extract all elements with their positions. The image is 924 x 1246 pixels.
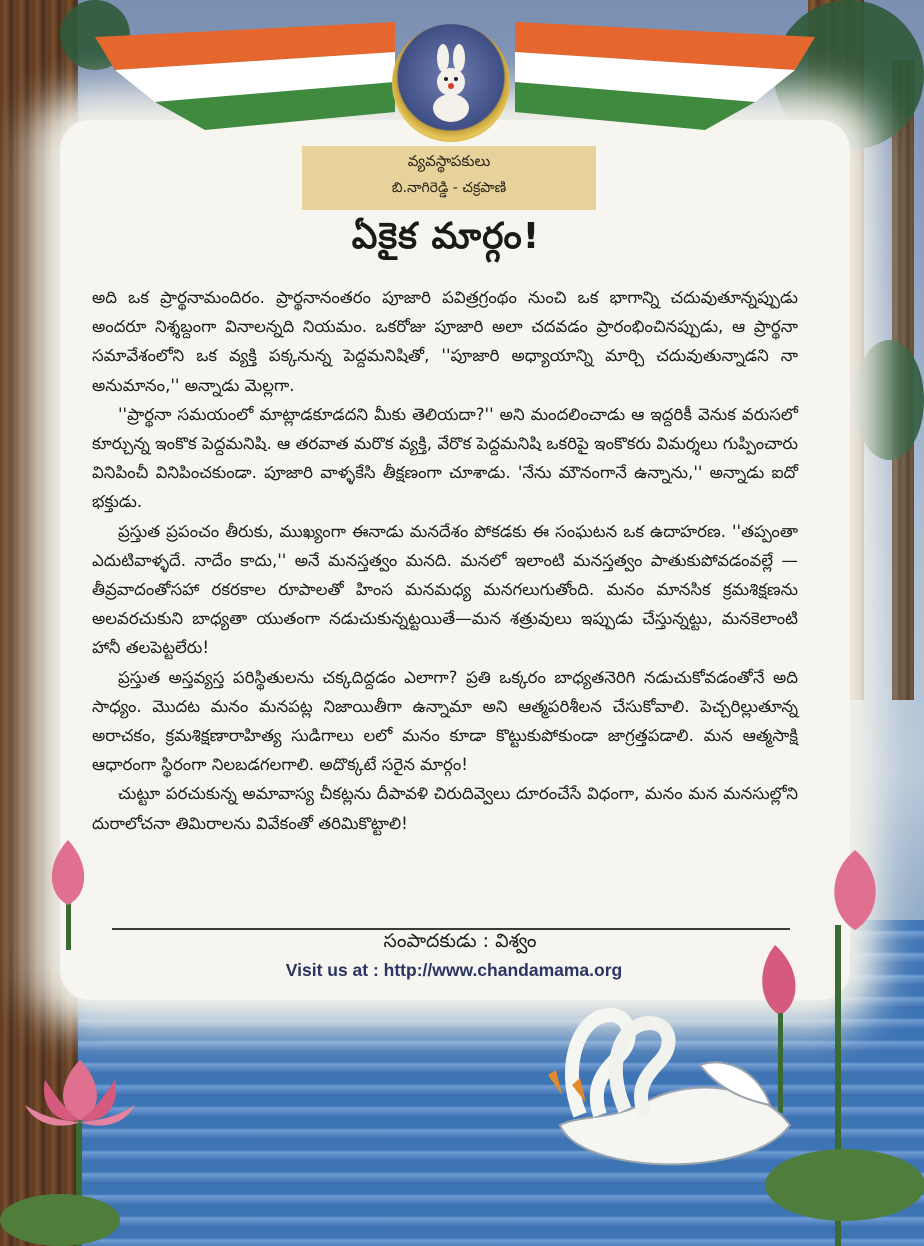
- editor-credit: సంపాదకుడు : విశ్వం: [383, 930, 537, 952]
- website-link[interactable]: Visit us at : http://www.chandamama.org: [285, 960, 623, 980]
- paragraph-2: ''ప్రార్థనా సమయంలో మాట్లాడకూడదని మీకు తెలియదా?'' అని మందలించాడు ఆ ఇద్దరికీ వెనుక వరుసలో కూర్చున్న ఇంకొక పెద్దమనిషి. ఆ తరవాత మరొక వ్యక్తి, వేరొక పెద్దమనిషి ఒకరిపై ఇంకొకరు విమర్శలు గుప్పించారు వినిపించీ వినిపించకుండా. పూజారి వాళ్ళకేసి తీక్షణంగా చూశాడు. 'నేను మౌనంగానే ఉన్నాను,'' అన్నాడు ఐదో భక్తుడు.: [92, 404, 798, 512]
- founders-credit-box: [302, 146, 596, 210]
- paragraph-3: ప్రస్తుత ప్రపంచం తీరుకు, ముఖ్యంగా ఈనాడు మనదేశం పోకడకు ఈ సంఘటన ఒక ఉదాహరణ. ''తప్పంతా ఎదుటివాళ్ళదే. నాదేం కాదు,'' అనే మనస్తత్వం మనది. మనలో ఇలాంటి మనస్తత్వం పాతుకుపోవడంవల్లే —తీవ్రవాదంతోసహా రకరకాల రూపాలతో హింస మనమధ్య మనగలుగుతోంది. మనం మానసిక క్రమశిక్షణను అలవరచుకుని బాధ్యతా యుతంగా నడుచుకున్నట్టయితే—మన శత్రువులు ఇప్పుడు చేస్తున్నట్టు, మనకెలాంటి హానీ తలపెట్టలేరు!: [92, 521, 798, 658]
- article-body: [92, 283, 798, 838]
- founders-title: వ్యవస్థాపకులు: [407, 152, 491, 170]
- article-headline: ఏకైక మార్గం!: [351, 216, 541, 257]
- paragraph-1: అది ఒక ప్రార్థనామందిరం. ప్రార్థనానంతరం పూజారి పవిత్రగ్రంథం నుంచి ఒక భాగాన్ని చదువుతూన్నప్పుడు అందరూ నిశ్శబ్దంగా వినాలన్నది నియమం. ఒకరోజు పూజారి అలా చదవడం ప్రారంభించినప్పుడు, ఆ ప్రార్థనా సమావేశంలోని ఒక వ్యక్తి పక్కనున్న పెద్దమనిషితో, ''పూజారి అధ్యాయాన్ని మార్చి చదువుతున్నాడని నా అనుమానం,'' అన్నాడు మెల్లగా.: [92, 288, 798, 395]
- foliage-mid-right: [854, 340, 924, 460]
- paragraph-5: చుట్టూ పరచుకున్న అమావాస్య చీకట్లను దీపావళి చిరుదివ్వెలు దూరంచేసే విధంగా, మనం మన మనసుల్లోని దురాలోచనా తిమిరాలను వివేకంతో తరిమికొట్టాలి!: [92, 784, 798, 833]
- lotus-bud-left-icon: [30, 830, 110, 950]
- lotus-left-icon: [0, 1020, 170, 1246]
- founders-names: బి.నాగిరెడ్డి - చక్రపాణి: [391, 180, 507, 196]
- paragraph-4: ప్రస్తుత అస్తవ్యస్త పరిస్థితులను చక్కదిద్దడం ఎలాగా? ప్రతి ఒక్కరం బాధ్యతనెరిగి నడుచుకోవడంతోనే అది సాధ్యం. మొదట మనం మనపట్ల నిజాయితీగా ఉన్నామా అని ఆత్మపరిశీలన చేసుకోవాలి. పెచ్చరిల్లుతూన్న అరాచకం, క్రమశిక్షణారాహిత్య సుడిగాలు లలో మనం కూడా కొట్టుకుపోకుండా జాగ్రత్తపడాలి. మన ఆత్మసాక్షి ఆధారంగా స్థిరంగా నిలబడగలగాలి. అదొక్కటే సరైన మార్గం!: [92, 667, 798, 775]
- rabbit-moon-emblem-icon: [392, 24, 510, 142]
- swans-pair-icon: [520, 985, 810, 1185]
